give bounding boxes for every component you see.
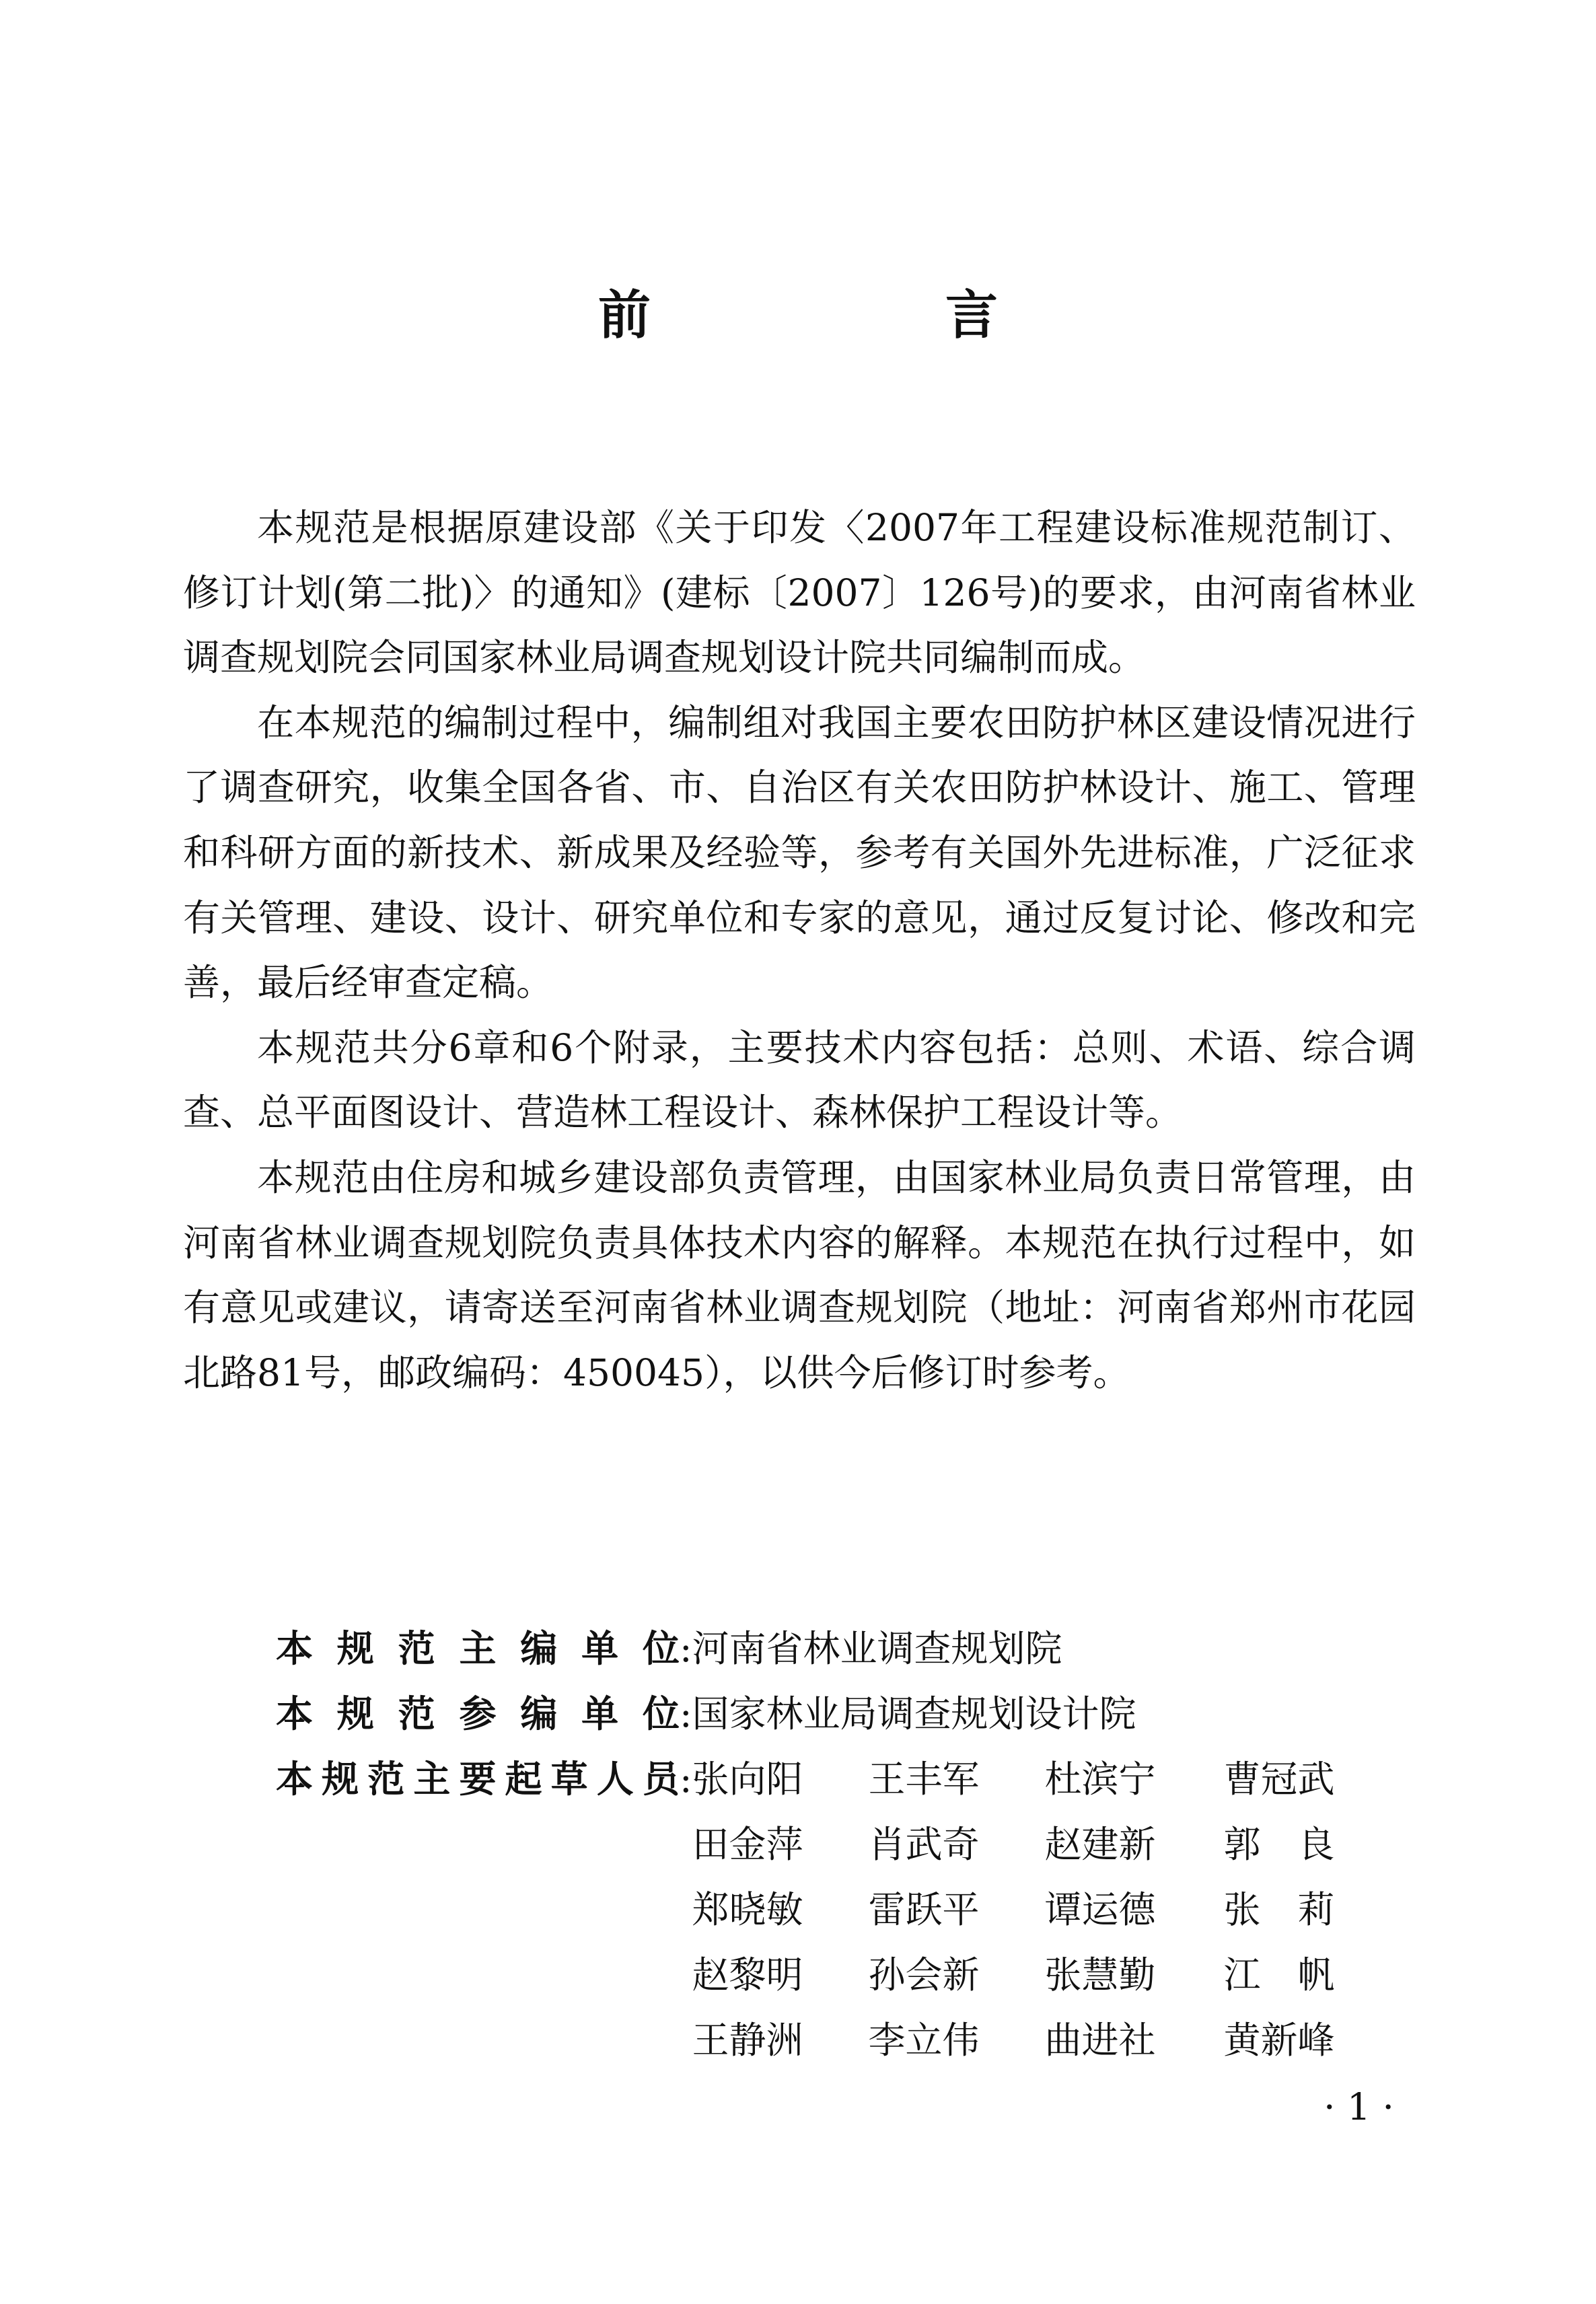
label-char: 范 [398, 1692, 435, 1735]
drafter-name: 王静洲 [692, 2019, 803, 2062]
label-char: 员 [642, 1758, 680, 1801]
drafters-block [276, 1747, 1420, 2073]
drafter-name: 雷跃平 [868, 1888, 980, 1931]
drafter-name: 田金萍 [692, 1823, 803, 1866]
drafter-name: 赵黎明 [692, 1953, 803, 1996]
label-char: 本 [276, 1627, 314, 1670]
label-char: 位 [642, 1692, 680, 1735]
label-colon: : [680, 1692, 692, 1735]
label-char: 单 [581, 1627, 619, 1670]
drafter-name: 曹冠武 [1223, 1758, 1335, 1801]
paragraph-1: 本规范是根据原建设部《关于印发〈2007年工程建设标准规范制订、修订计划(第二批)〉的通知》(建标〔2007〕126号)的要求，由河南省林业调查规划院会同国家林业局调查规划设计院共同编制而成。 [183, 506, 1416, 680]
drafter-name: 江 帆 [1223, 1953, 1335, 1996]
label-char: 起 [505, 1758, 542, 1801]
label-char: 本 [276, 1758, 314, 1801]
label-char: 人 [596, 1758, 634, 1801]
drafters-label [276, 1747, 680, 1812]
participating-unit-row [276, 1682, 1420, 1747]
page-number: · 1 · [1323, 2085, 1394, 2128]
drafters-label-col [276, 1747, 680, 2073]
label-char: 草 [550, 1758, 588, 1801]
label-char: 主 [413, 1758, 451, 1801]
paragraph-2: 在本规范的编制过程中，编制组对我国主要农田防护林区建设情况进行了调查研究，收集全国各省、市、自治区有关农田防护林设计、施工、管理和科研方面的新技术、新成果及经验等，参考有关国外先进标准，广泛征求有关管理、建设、设计、研究单位和专家的意见，通过反复讨论、修改和完善，最后经审查定稿。 [183, 700, 1416, 1005]
paragraph-3: 本规范共分6章和6个附录，主要技术内容包括：总则、术语、综合调查、总平面图设计、营造林工程设计、森林保护工程设计等。 [183, 1025, 1416, 1135]
page-title: 前 言 [597, 285, 1119, 346]
label-char: 本 [276, 1692, 314, 1735]
chief-unit-value [680, 1616, 1062, 1682]
drafter-name: 曲进社 [1044, 2019, 1156, 2062]
label-char: 范 [398, 1627, 435, 1670]
drafter-name: 郭 良 [1223, 1823, 1335, 1866]
label-colon: : [680, 1758, 692, 1801]
participating-unit-label [276, 1682, 680, 1747]
drafters-names-wrap [680, 1747, 1358, 2073]
chief-unit-label [276, 1616, 680, 1682]
label-char: 要 [459, 1758, 497, 1801]
drafter-name: 张向阳 [692, 1758, 803, 1801]
drafter-name: 张 莉 [1223, 1888, 1335, 1931]
credits-section [276, 1616, 1420, 2073]
drafter-name: 王丰军 [868, 1758, 980, 1801]
label-char: 规 [336, 1692, 374, 1735]
drafter-name: 李立伟 [868, 2019, 980, 2062]
label-char: 规 [336, 1627, 374, 1670]
label-char: 范 [367, 1758, 405, 1801]
label-char: 编 [520, 1692, 558, 1735]
label-char: 编 [520, 1627, 558, 1670]
drafter-name: 孙会新 [868, 1953, 980, 1996]
label-char: 参 [459, 1692, 497, 1735]
label-colon: : [680, 1627, 692, 1670]
drafter-name: 郑晓敏 [692, 1888, 803, 1931]
drafter-name: 赵建新 [1044, 1823, 1156, 1866]
drafter-name: 肖武奇 [868, 1823, 980, 1866]
drafters-grid [692, 1747, 1358, 2073]
drafter-name: 谭运德 [1044, 1888, 1156, 1931]
drafter-name: 黄新峰 [1223, 2019, 1335, 2062]
chief-unit-value-text: 河南省林业调查规划院 [692, 1627, 1062, 1670]
participating-unit-value-text: 国家林业局调查规划设计院 [692, 1692, 1136, 1735]
label-char: 位 [642, 1627, 680, 1670]
drafter-name: 杜滨宁 [1044, 1758, 1156, 1801]
label-char: 主 [459, 1627, 497, 1670]
drafters-label-row [276, 1747, 680, 1812]
drafter-name: 张慧勤 [1044, 1953, 1156, 1996]
label-char: 规 [322, 1758, 359, 1801]
paragraph-4: 本规范由住房和城乡建设部负责管理，由国家林业局负责日常管理，由河南省林业调查规划院负责具体技术内容的解释。本规范在执行过程中，如有意见或建议，请寄送至河南省林业调查规划院（地址：河南省郑州市花园北路81号，邮政编码：450045），以供今后修订时参考。 [183, 1155, 1416, 1394]
chief-unit-row [276, 1616, 1420, 1682]
label-char: 单 [581, 1692, 619, 1735]
participating-unit-value [680, 1682, 1136, 1747]
preface-body [183, 495, 1416, 1405]
